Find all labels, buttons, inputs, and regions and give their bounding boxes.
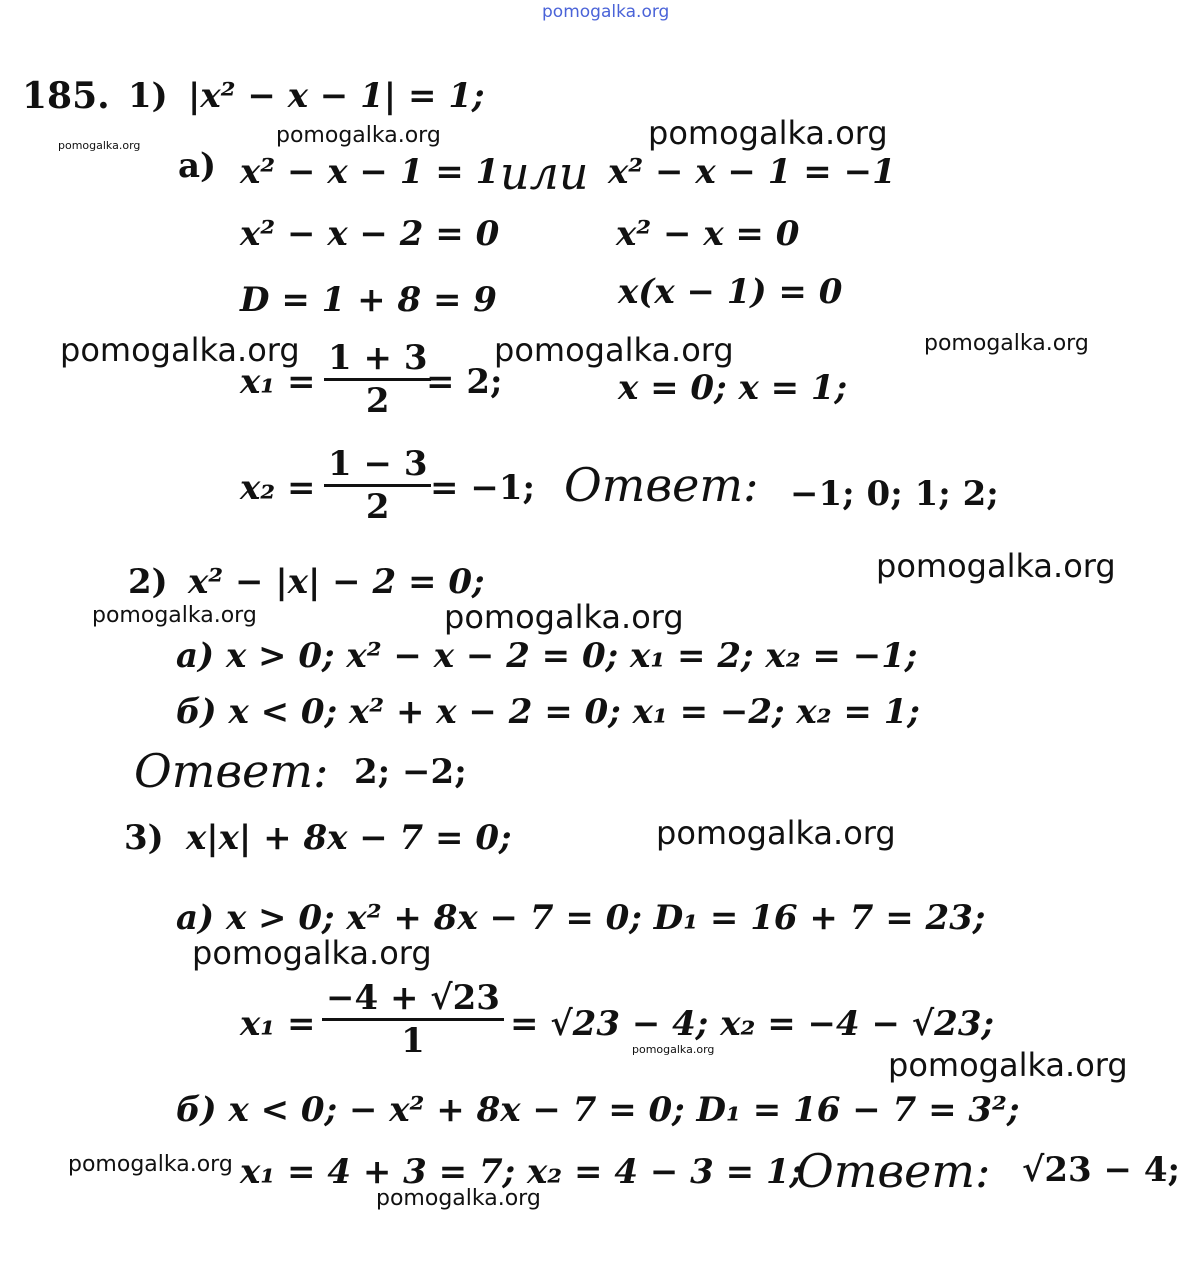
part1-left-line2: x² − x − 2 = 0 [240,214,500,254]
watermark-large-4: pomogalka.org [876,547,1116,585]
part1-x2-result: = −1; [430,468,536,508]
part2-answer-word: Ответ: [134,744,329,798]
watermark-large-3: pomogalka.org [494,331,734,369]
watermark-large-8: pomogalka.org [888,1046,1128,1084]
part2-equation: x² − |x| − 2 = 0; [188,562,485,602]
part3-x1-denominator: 1 [401,1021,425,1061]
problem-number: 185. [22,75,110,117]
watermark-small-3: pomogalka.org [92,603,257,628]
part3-x1-result: = √23 − 4; x₂ = −4 − √23; [510,1004,995,1044]
watermark-large-7: pomogalka.org [192,934,432,972]
part1-x1-fraction [324,338,431,421]
part2-label: 2) [128,562,168,602]
watermark-large-2: pomogalka.org [60,331,300,369]
part1-x2-denominator: 2 [365,487,390,527]
part1-left-eq: x² − x − 1 = 1 [240,152,500,192]
watermark-tiny-center: pomogalka.org [632,1043,715,1056]
part1-answer-word: Ответ: [564,458,759,512]
part3-answer-values: √23 − 4; [1022,1150,1181,1190]
part1-right-roots: x = 0; x = 1; [618,368,848,408]
part1-x2-fraction [324,444,431,527]
part3-answer-word: Ответ: [796,1144,991,1198]
part3-case-a: а) x > 0; x² + 8x − 7 = 0; D₁ = 16 + 7 = 23; [176,898,986,938]
watermark-large-5: pomogalka.org [444,598,684,636]
part3-label: 3) [124,818,164,858]
watermark-top: pomogalka.org [542,2,670,22]
part2-case-a: а) x > 0; x² − x − 2 = 0; x₁ = 2; x₂ = −1; [176,636,918,676]
part1-x2-numerator: 1 − 3 [324,444,431,487]
part3-x1-label: x₁ = [240,1004,316,1044]
part1-right-line3: x(x − 1) = 0 [618,272,843,312]
part1-case-a-label: а) [178,146,217,186]
part3-x1-fraction [322,978,504,1061]
part1-x2-label: x₂ = [240,468,316,508]
part1-x1-label: x₁ = [240,362,316,402]
part1-x1-numerator: 1 + 3 [324,338,431,381]
watermark-large-6: pomogalka.org [656,814,896,852]
part1-right-eq: x² − x − 1 = −1 [608,152,896,192]
part3-x1-numerator: −4 + √23 [322,978,504,1021]
part1-x1-result: = 2; [426,362,503,402]
watermark-small-5: pomogalka.org [376,1186,541,1211]
watermark-small-4: pomogalka.org [68,1152,233,1177]
watermark-tiny-left: pomogalka.org [58,139,141,152]
part1-answer-values: −1; 0; 1; 2; [790,474,999,514]
part1-left-line3: D = 1 + 8 = 9 [240,280,497,320]
watermark-small-1: pomogalka.org [276,123,441,148]
part3-equation: x|x| + 8x − 7 = 0; [186,818,512,858]
part1-x1-denominator: 2 [365,381,390,421]
watermark-small-2: pomogalka.org [924,331,1089,356]
watermark-large-1: pomogalka.org [648,114,888,152]
part1-equation: |x² − x − 1| = 1; [188,76,485,116]
part3-case-b: б) x < 0; − x² + 8x − 7 = 0; D₁ = 16 − 7 = 3²; [176,1090,1020,1130]
part3-case-b-roots: x₁ = 4 + 3 = 7; x₂ = 4 − 3 = 1; [240,1152,803,1192]
part2-answer-values: 2; −2; [354,752,467,792]
part1-label: 1) [128,76,168,116]
part2-case-b: б) x < 0; x² + x − 2 = 0; x₁ = −2; x₂ = 1; [176,692,920,732]
part1-ili-word: или [500,146,589,200]
part1-right-line2: x² − x = 0 [616,214,800,254]
